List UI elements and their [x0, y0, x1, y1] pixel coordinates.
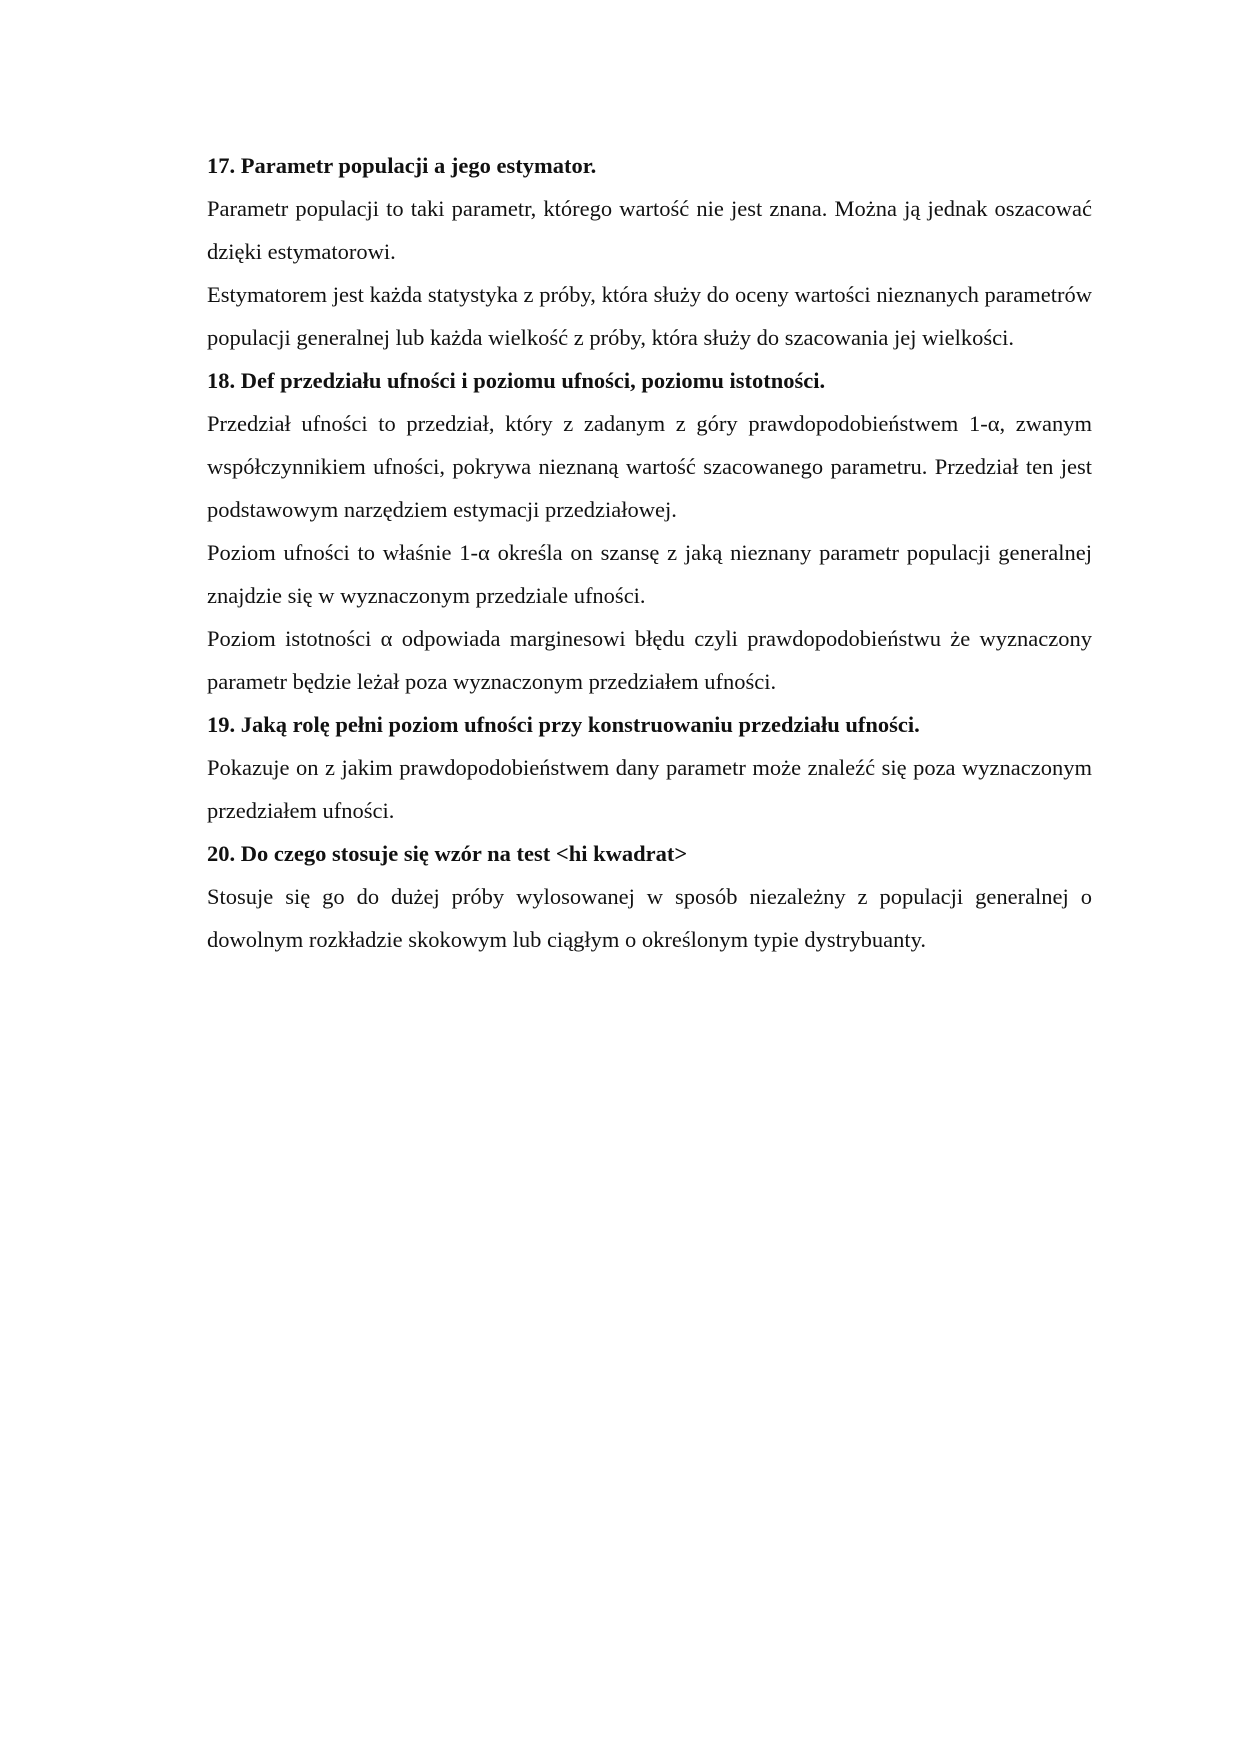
section-18	[207, 359, 1092, 703]
section-17	[207, 144, 1092, 359]
section-heading: 17. Parametr populacji a jego estymator.	[207, 153, 597, 178]
section-19	[207, 703, 1092, 832]
section-heading: 20. Do czego stosuje się wzór na test <hi kwadrat>	[207, 841, 688, 866]
section-paragraph: Parametr populacji to taki parametr, którego wartość nie jest znana. Można ją jednak oszacować dzięki estymatorowi.	[207, 196, 1092, 264]
section-paragraph: Stosuje się go do dużej próby wylosowanej w sposób niezależny z populacji generalnej o dowolnym rozkładzie skokowym lub ciągłym o określonym typie dystrybuanty.	[207, 884, 1092, 952]
section-heading: 18. Def przedziału ufności i poziomu ufności, poziomu istotności.	[207, 368, 826, 393]
section-20	[207, 832, 1092, 961]
document-content	[207, 144, 1092, 961]
section-paragraph: Pokazuje on z jakim prawdopodobieństwem dany parametr może znaleźć się poza wyznaczonym przedziałem ufności.	[207, 755, 1092, 823]
section-paragraph: Przedział ufności to przedział, który z zadanym z góry prawdopodobieństwem 1-α, zwanym współczynnikiem ufności, pokrywa nieznaną wartość szacowanego parametru. Przedział ten jest podstawowym narzędziem estymacji przedziałowej.	[207, 411, 1092, 522]
section-paragraph: Poziom istotności α odpowiada marginesowi błędu czyli prawdopodobieństwu że wyznaczony parametr będzie leżał poza wyznaczonym przedziałem ufności.	[207, 626, 1092, 694]
section-paragraph: Estymatorem jest każda statystyka z próby, która służy do oceny wartości nieznanych parametrów populacji generalnej lub każda wielkość z próby, która służy do szacowania jej wielkości.	[207, 282, 1092, 350]
section-heading: 19. Jaką rolę pełni poziom ufności przy konstruowaniu przedziału ufności.	[207, 712, 920, 737]
section-paragraph: Poziom ufności to właśnie 1-α określa on szansę z jaką nieznany parametr populacji generalnej znajdzie się w wyznaczonym przedziale ufności.	[207, 540, 1092, 608]
